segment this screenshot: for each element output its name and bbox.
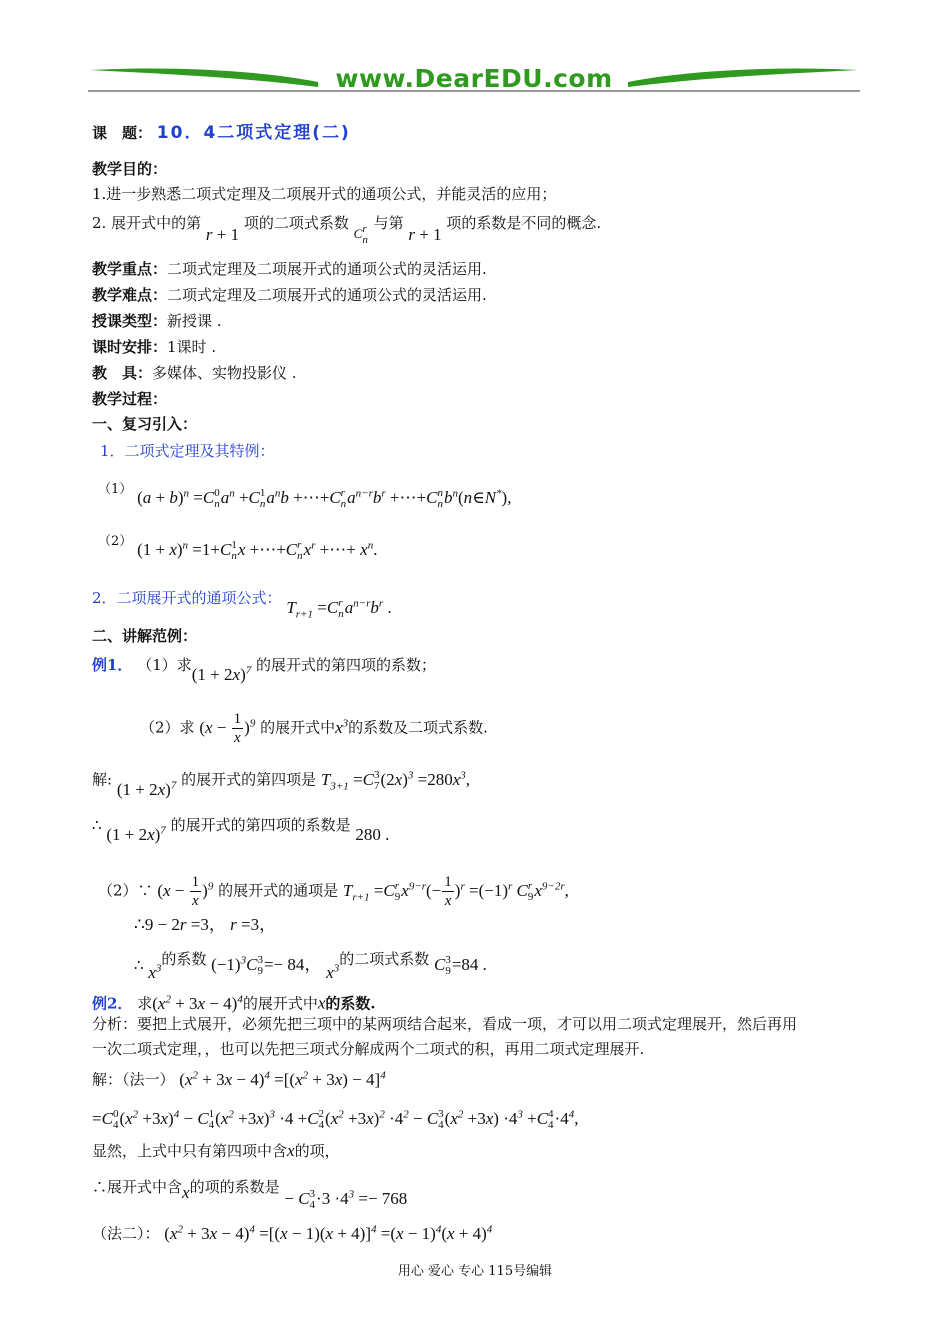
process-heading: 教学过程： <box>92 390 168 408</box>
coef-row: ∴展开式中含x的项的系数是 − C 3 4 $\cdot 3 \cdot 4^3 =- 768$ <box>92 1178 408 1212</box>
math-x-minus-1-over-x-pow-9: (x − $\frac{1}{x}$ )$^9$ <box>199 711 256 747</box>
math-binomial-coef: C r n <box>353 223 368 247</box>
binomial-special-case-equation: $(1 + x)^n =1+C$ 1 n x +⋯+C r n $x^r$ +⋯+ $x^n$. <box>137 539 378 563</box>
coefficient-280: 280 . <box>355 825 390 844</box>
equation-2-row: （2） $(1 + x)^n =1+C$ 1 n x +⋯+C r n $x^r$ +⋯+ $x^n$. <box>98 534 378 563</box>
analysis-line-2: 一次二项式定理，，也可以先把三项式分解成两个二项式的积，再用二项式定理展开. <box>92 1040 645 1058</box>
equation-1-row: （1） $(a + b)^n =C$ 0 n $a^n +C$ 1 n $a^nb$ +⋯+C r n $a^{n-r}b^r$ +⋯+C n n $b^n(n\in N^*)$, <box>98 482 512 511</box>
math-1-plus-2x-pow-7: $(1 + 2x)^7$ <box>116 779 177 799</box>
binomial-coefficient-84: C 3 9 =84 . <box>434 954 487 978</box>
obvious-row: 显然，上式中只有第四项中含x的项， <box>92 1141 340 1160</box>
solution-1-row: 解: $(1 + 2x)^7$ 的展开式的第四项是 $T_{3+1} =C$ 3 7 $(2x)^3 =280x^3$, <box>92 768 471 799</box>
math-1-plus-2x-pow-7: $(1 + 2x)^7$ <box>106 824 166 844</box>
coefficient-minus-768: − C 3 4 $\cdot 3 \cdot 4^3 =- 768$ <box>284 1188 408 1212</box>
example-1-part-2: （2）求 (x − $\frac{1}{x}$ )$^9$ 的展开式中$x^3$的系数及二项式系数. <box>140 711 488 747</box>
goal-item-1: 1.进一步熟悉二项式定理及二项展开式的通项公式，并能灵活的应用； <box>92 185 557 203</box>
math-x-cubed: $x^3$ <box>335 717 349 737</box>
lesson-title: 10．4二项式定理(二) <box>156 123 351 143</box>
site-logo: www.DearEDU.com <box>335 64 613 93</box>
step-coefficients: ∴ $x^3$的系数 $(-1)^3C$ 3 9 =− 84， $x^3$的二项式系数 C 3 9 =84 . <box>134 950 487 982</box>
method-1-grouping: $(x^2 + 3x - 4)^4 =[(x^2 + 3x) - 4]^4$ <box>179 1069 386 1089</box>
page-footer: 用心 爱心 专心 115号编辑 <box>397 1264 553 1279</box>
solution-2-row: （2）∵ (x − $\frac{1}{x}$ )$^9$ 的展开式的通项是 $T_{r+1} =C$ r 9 $x^{9-r}(-$ $\frac{1}{x}$ )$^r =(-1)^r$ C r 9 $x^{9-2r}$, <box>98 874 569 910</box>
review-heading: 一、复习引入： <box>92 415 198 433</box>
math-r-plus-1: r + 1 <box>408 225 442 244</box>
goal-item-2: 2. 展开式中的第 r + 1 项的二项式系数 C r n 与第 r + 1 项的系数是不同的概念. <box>92 214 602 247</box>
teaching-tools: 教 具：多媒体、实物投影仪 . <box>92 364 297 382</box>
review-item-1: 1．二项式定理及其特例： <box>100 442 275 460</box>
binomial-theorem-equation: $(a + b)^n =C$ 0 n $a^n +C$ 1 n $a^nb$ +⋯+C r n $a^{n-r}b^r$ +⋯+C n n $b^n(n\in N^*)$, <box>137 487 512 511</box>
math-1-plus-2x-pow-7: $(1 + 2x)^7$ <box>191 664 252 684</box>
math-x-minus-1-over-x-pow-9: (x − $\frac{1}{x}$ )$^9$ <box>157 874 214 910</box>
math-r-plus-1: r + 1 <box>205 225 240 244</box>
fourth-term-result: $T_{3+1} =C$ 3 7 $(2x)^3 =280x^3$, <box>320 768 471 793</box>
method-1-expansion: =C 0 4 $(x^2 +3x)^4 - C$ 1 4 $(x^2 +3x)^3 \cdot 4 +C$ 2 4 $(x^2 +3x)^2 \cdot 4^2 - C$ 3 4 $(x^2 +3x) \cdot 4^3 +C$ 4 4 $\cdot 4^4$, <box>92 1107 579 1131</box>
key-point: 教学重点：二项式定理及二项展开式的通项公式的灵活运用. <box>92 260 487 278</box>
therefore-1-row: ∴ $(1 + 2x)^7$ 的展开式的第四项的系数是 280 . <box>92 816 390 844</box>
site-header <box>88 58 860 98</box>
lesson-title-label: 课 题： <box>92 124 153 142</box>
example-1-label: 例1． <box>92 656 133 674</box>
analysis-line-1: 分析：要把上式展开，必须先把三项中的某两项结合起来，看成一项，才可以用二项式定理展开，然后再用 <box>92 1015 798 1033</box>
math-trinomial-pow-4: $(x^2 + 3x - 4)^4$ <box>152 993 243 1013</box>
coefficient-minus-84: $(-1)^3C$ 3 9 =− 84， <box>211 954 322 978</box>
examples-heading: 二、讲解范例： <box>92 627 198 645</box>
step-solve-r: ∴9 − 2r =3， r =3， <box>134 915 277 934</box>
method-2-row: （法二）： $(x^2 + 3x - 4)^4 =[(x - 1)(x + 4)]^4 =(x - 1)^4(x + 4)^4$ <box>92 1223 493 1243</box>
lesson-title-row <box>92 122 351 144</box>
goals-heading: 教学目的： <box>92 160 168 178</box>
general-term-example-1: $T_{r+1} =C$ r 9 $x^{9-r}(-$ $\frac{1}{x}$ )$^r =(-1)^r$ C r 9 $x^{9-2r}$, <box>342 874 569 910</box>
method-2-factoring: $(x^2 + 3x - 4)^4 =[(x - 1)(x + 4)]^4 =(x - 1)^4(x + 4)^4$ <box>164 1223 493 1243</box>
lesson-hours: 课时安排：1课时 . <box>92 338 217 356</box>
example-1-part-1: 例1． （1）求$(1 + 2x)^7$ 的展开式的第四项的系数； <box>92 656 437 684</box>
lesson-type: 授课类型：新授课 . <box>92 312 222 330</box>
example-2-label: 例2． <box>92 994 133 1013</box>
review-item-2: 2．二项展开式的通项公式： <box>92 589 282 607</box>
difficult-point: 教学难点：二项式定理及二项展开式的通项公式的灵活运用. <box>92 286 487 304</box>
general-term-formula: $T_{r+1} =C$ r n $a^{n-r}b^r$ . <box>286 597 392 621</box>
method-1-row: 解：（法一） $(x^2 + 3x - 4)^4 =[(x^2 + 3x) - 4]^4$ <box>92 1069 386 1089</box>
example-2-row: 例2． 求$(x^2 + 3x - 4)^4$的展开式中x的系数. <box>92 993 376 1013</box>
